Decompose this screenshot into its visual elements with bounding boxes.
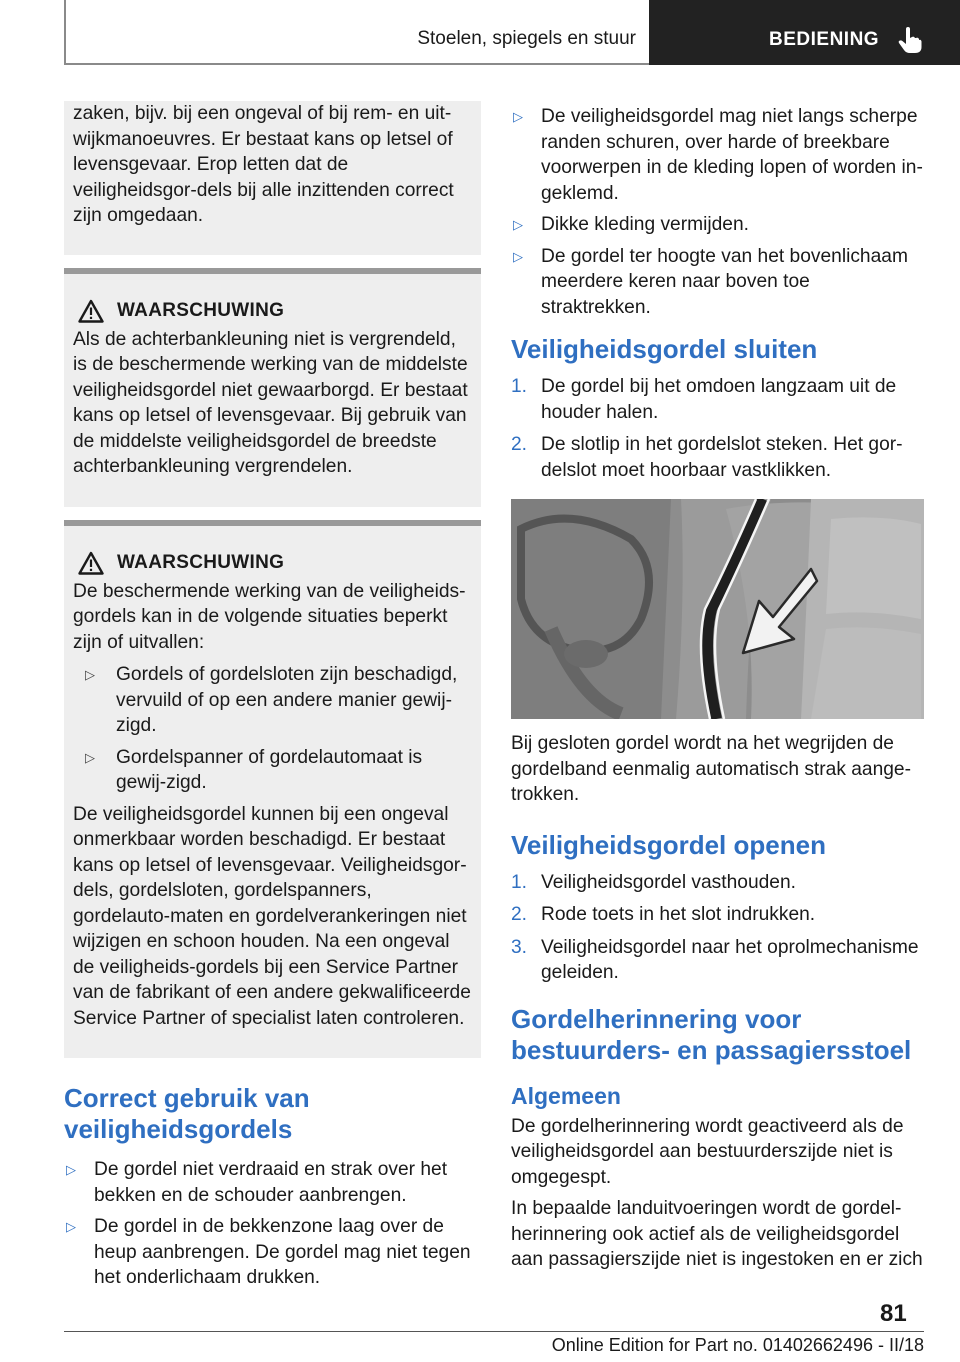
header-bottom-rule: [64, 63, 649, 65]
warning-continuation-text: zaken, bijv. bij een ongeval of bij rem- en uit-wijkmanoeuvres. Er bestaat kans op letsel of levensgevaar. Erop letten dat de veiligheidsgor-dels bij alle inzittenden correct zijn omgedaan.: [73, 103, 454, 226]
list-item: ▷ Dikke kleding vermijden.: [511, 212, 924, 238]
list-item: ▷ De gordel ter hoogte van het bovenlichaam meerdere keren naar boven toe straktrekken.: [513, 245, 908, 318]
bullet-triangle-icon: ▷: [513, 248, 523, 264]
list-item: ▷ De gordel in de bekkenzone laag over de heup aanbrengen. De gordel mag niet tegen het onderlichaam drukken.: [66, 1216, 471, 1288]
warning-box-rear-seat: [64, 268, 481, 507]
page-number: 81: [880, 1300, 907, 1327]
warning-box-belt-protection: [64, 520, 481, 1059]
bullet-triangle-icon: ▷: [85, 667, 95, 682]
warning-text: Als de achterbankleuning niet is vergrendeld, is de beschermende werking van de middelste veiligheidsgordel niet gewaarborgd. Er bestaat kans op letsel of levensgevaar. Bij gebruik van de middelste veiligheidsgordel de breedste achterbankleuning vergrendelen.: [73, 328, 468, 477]
section-heading-close-belt: Veiligheidsgordel sluiten: [511, 334, 818, 364]
footer-rule: [64, 1331, 924, 1332]
section-heading-correct-use: Correct gebruik van veiligheidsgordels: [64, 1083, 310, 1144]
subheading-general: Algemeen: [511, 1082, 621, 1109]
step-item: 2. De slotlip in het gordelslot steken. Het gor-delslot moet hoorbaar vastklikken.: [511, 434, 903, 481]
warning-header: [73, 298, 472, 324]
belt-tension-note: Bij gesloten gordel wordt na het wegrijden de gordelband eenmalig automatisch strak aange-trokken.: [511, 733, 911, 805]
step-item: 1. De gordel bij het omdoen langzaam uit de houder halen.: [511, 376, 897, 423]
warning-continuation-box: [64, 101, 481, 255]
belt-usage-list: [511, 104, 924, 320]
step-item: 3. Veiligheidsgordel naar het oprolmechanisme geleiden.: [511, 936, 919, 983]
warning-header: [73, 550, 472, 576]
step-item: 1. Veiligheidsgordel vasthouden.: [511, 871, 796, 893]
hand-pointer-icon: [897, 26, 923, 54]
seatbelt-illustration: [511, 499, 924, 719]
reminder-paragraph-1: De gordelherinnering wordt geactiveerd als de veiligheidsgordel aan bestuurderszijde niet is omgegespt.: [511, 1115, 904, 1188]
bullet-triangle-icon: ▷: [66, 1219, 76, 1234]
warning-intro: De beschermende werking van de veiligheids-gordels kan in de volgende situaties beperkt zijn of uitvallen:: [73, 580, 466, 653]
close-belt-steps: [511, 374, 924, 483]
right-column: [511, 101, 924, 1273]
list-item: ▷ Gordels of gordelsloten zijn beschadigd, vervuild of op een andere manier gewij-zigd.: [85, 664, 458, 736]
chapter-title: Stoelen, spiegels en stuur: [417, 28, 636, 49]
step-item: 2. Rode toets in het slot indrukken.: [511, 904, 816, 925]
edition-footer: Online Edition for Part no. 01402662496 - II/18: [551, 1335, 924, 1355]
list-item: ▷ De gordel niet verdraaid en strak over het bekken en de schouder aanbrengen.: [66, 1159, 448, 1206]
section-title: BEDIENING: [769, 29, 880, 50]
warning-outro: De veiligheidsgordel kunnen bij een ongeval onmerkbaar worden beschadigd. Er bestaat kans op letsel of levensgevaar. Veiligheidsgor-dels, gordelsloten, gordelspanners, gordelauto-maten en gordelverankeringen niet wijzigen en schoon houden. Na een ongeval de veiligheids-gordels bij een Service Partner van de fabrikant of een andere gekwalificeerde Service Partner of specialist laten controleren.: [73, 803, 471, 1029]
list-item: ▷ De veiligheidsgordel mag niet langs scherpe randen schuren, over harde of breekbare voorwerpen in de kleding lopen of worden in-geklemd.: [513, 106, 923, 204]
section-heading-belt-reminder: Gordelherinnering voor bestuurders- en passagiersstoel: [511, 1003, 912, 1065]
section-heading-open-belt: Veiligheidsgordel openen: [511, 829, 826, 860]
seatbelt-buckle-photo: [511, 499, 924, 719]
bullet-triangle-icon: ▷: [513, 217, 523, 232]
correct-use-list: [64, 1157, 481, 1291]
warning-triangle-icon: [78, 551, 104, 575]
warning-triangle-icon: [78, 299, 104, 323]
open-belt-steps: [511, 870, 924, 986]
bullet-triangle-icon: ▷: [66, 1162, 76, 1177]
section-tab: [649, 0, 960, 65]
warning-title: WAARSCHUWING: [117, 299, 285, 321]
list-item: ▷ Gordelspanner of gordelautomaat is gewij-zigd.: [85, 746, 423, 793]
reminder-paragraph-2: In bepaalde landuitvoeringen wordt de gordel-herinnering ook actief als de veiligheidsgordel aan passagierszijde niet is ingestoken en er zich: [511, 1198, 923, 1270]
warning-bullet-list: [83, 662, 472, 796]
left-column: [64, 101, 481, 1297]
bullet-triangle-icon: ▷: [85, 749, 95, 765]
warning-title: WAARSCHUWING: [117, 551, 285, 573]
bullet-triangle-icon: ▷: [513, 109, 523, 124]
